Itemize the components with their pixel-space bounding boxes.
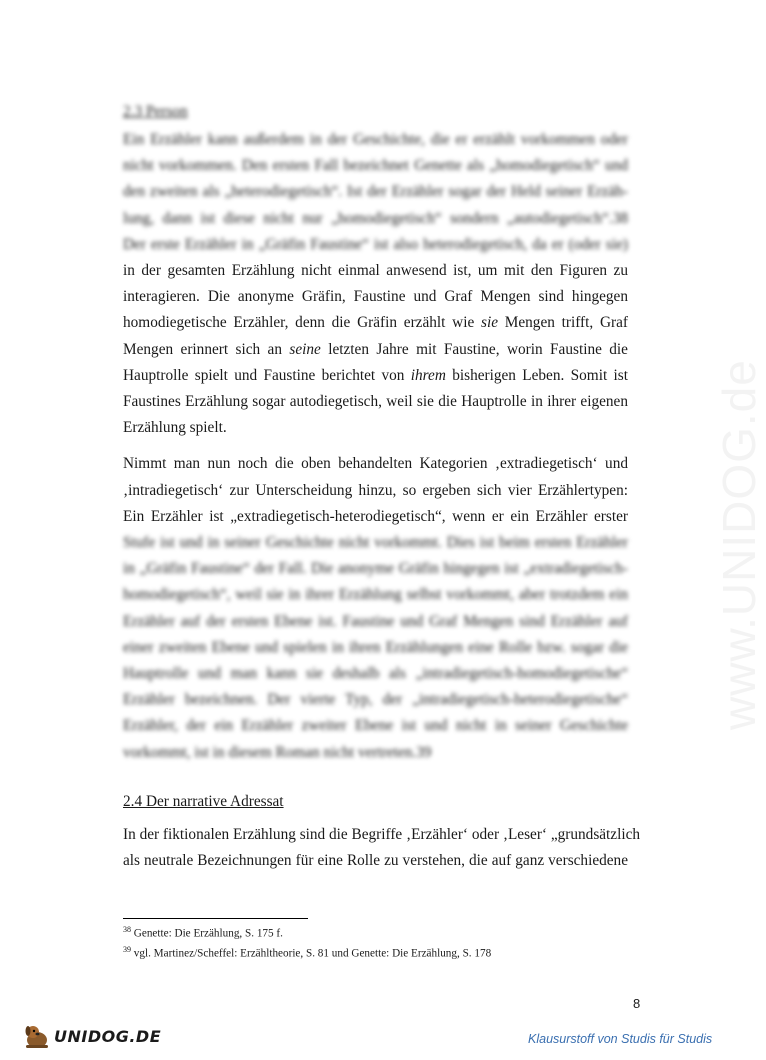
text-line: homodiegetisch“, weil sie in ihrer Erzählung selbst vorkommt, aber trotzdem ein — [123, 586, 628, 604]
paragraph-1 — [123, 258, 628, 441]
text-line: vorkommt, ist in diesem Roman nicht vertreten.39 — [123, 743, 432, 761]
text-line: Erzähler bezeichnen. Der vierte Typ, der „intradiegetisch-heterodiegetische“ — [123, 691, 628, 709]
watermark: www.UNIDOG.de — [713, 359, 765, 730]
text-line: nicht vorkommen. Den ersten Fall bezeichnet Genette als „homodiegetisch“ und — [123, 157, 628, 175]
footnote-separator — [123, 918, 308, 919]
text-line: Nimmt man nun noch die oben behandelten Kategorien ‚extradiegetisch‘ und — [123, 455, 628, 473]
text-line: in der gesamten Erzählung nicht einmal anwesend ist, um mit den Figuren zu — [123, 262, 628, 280]
paragraph-2 — [123, 451, 628, 530]
footnote-39: $^{39}$ vgl. Martinez/Scheffel: Erzähltheorie, S. 81 und Genette: Die Erzählung, S. 178 — [123, 944, 492, 960]
text-line: Erzähler auf der ersten Ebene ist. Faustine und Graf Mengen sind Erzähler auf — [123, 612, 628, 630]
dog-mascot-icon — [22, 1022, 52, 1050]
text-line: homodiegetische Erzähler, denn die Gräfin erzählt wie sie Mengen trifft, Graf — [123, 314, 628, 332]
text-line: Hauptrolle spielt und Faustine berichtet von ihrem bisherigen Leben. Somit ist — [123, 366, 628, 384]
adressat-paragraph — [123, 822, 641, 874]
text-line: Ein Erzähler kann außerdem in der Geschichte, die er erzählt vorkommen oder — [123, 131, 628, 148]
blurred-paragraph — [123, 127, 628, 258]
text-line: In der fiktionalen Erzählung sind die Begriffe ‚Erzähler‘ oder ‚Leser‘ „grundsätzlich — [123, 826, 641, 843]
text-line: interagieren. Die anonyme Gräfin, Faustine und Graf Mengen sind hingegen — [123, 288, 628, 306]
section-heading-person: 2.3 Person — [123, 103, 188, 120]
text-line: den zweiten als „heterodiegetisch“. Ist der Erzähler sogar der Held seiner Erzäh- — [123, 183, 628, 201]
text-line: einer zweiten Ebene und spielen in ihren Erzählungen eine Rolle bzw. sogar die — [123, 638, 628, 656]
body-text — [123, 127, 628, 766]
footer-tagline: Klausurstoff von Studis für Studis — [528, 1032, 713, 1046]
text-line: Mengen erinnert sich an seine letzten Jahre mit Faustine, worin Faustine die — [123, 340, 628, 358]
text-line: Erzähler, der ein Erzähler zweiter Ebene ist und nicht in seiner Geschichte — [123, 717, 628, 735]
section-heading-adressat: 2.4 Der narrative Adressat — [123, 793, 284, 810]
text-line: ‚intradiegetisch‘ zur Unterscheidung hinzu, so ergeben sich vier Erzählertypen: — [123, 481, 628, 499]
blurred-paragraph-2 — [123, 530, 628, 766]
text-line: Hauptrolle und man kann sie deshalb als „intradiegetisch-homodiegetische“ — [123, 665, 628, 683]
page-number: 8 — [633, 996, 641, 1011]
footnotes — [123, 922, 491, 961]
unidog-logo[interactable] — [22, 1022, 161, 1050]
text-line: als neutrale Bezeichnungen für eine Rolle zu verstehen, die auf ganz verschiedene — [123, 852, 628, 870]
text-line: Faustines Erzählung sogar autodiegetisch, weil sie die Hauptrolle in ihrer eigenen — [123, 393, 628, 411]
text-line: Stufe ist und in seiner Geschichte nicht vorkommt. Dies ist beim ersten Erzähler — [123, 534, 628, 552]
text-line: Ein Erzähler ist „extradiegetisch-heterodiegetisch“, wenn er ein Erzähler erster — [123, 507, 628, 525]
text-line: lung, dann ist diese nicht nur „homodiegetisch“ sondern „autodiegetisch“.38 — [123, 209, 628, 227]
text-line: in „Gräfin Faustine“ der Fall. Die anonyme Gräfin hingegen ist „extradiegetisch- — [123, 560, 628, 578]
logo-text: UNIDOG.DE — [54, 1026, 162, 1046]
text-line: Der erste Erzähler in „Gräfin Faustine“ ist also heterodiegetisch, da er (oder sie) — [123, 235, 628, 253]
text-line: Erzählung spielt. — [123, 419, 227, 437]
footnote-38: $^{38}$ Genette: Die Erzählung, S. 175 f. — [123, 925, 283, 940]
